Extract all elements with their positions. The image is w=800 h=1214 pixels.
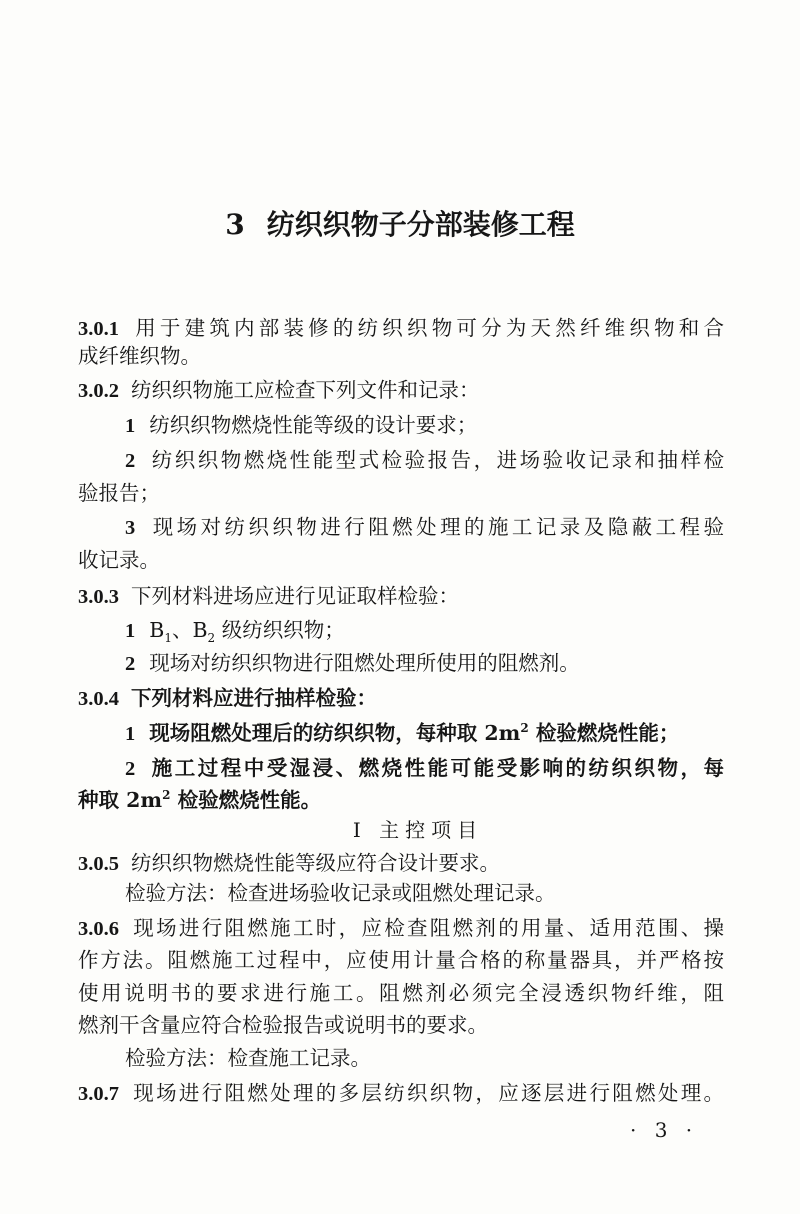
clause-number: 3.0.1 (78, 318, 119, 340)
clause-number: 3.0.3 (78, 586, 119, 608)
item-number: 2 (125, 758, 136, 780)
superscript: 2 (520, 721, 529, 736)
clause-3-0-2 (78, 378, 724, 403)
list-item (125, 756, 724, 780)
subscript: 1 (164, 631, 172, 646)
item-number: 2 (125, 653, 136, 675)
clause-3-0-4 (78, 686, 724, 711)
chapter-number: 3 (225, 208, 245, 241)
clause-text: 纺织织物施工应检查下列文件和记录： (131, 378, 480, 402)
clause-number: 3.0.5 (78, 853, 119, 875)
clause-text: 作方法。阻燃施工过程中，应使用计量合格的称量器具，并严格按 (78, 948, 724, 972)
chapter-title (0, 207, 800, 243)
item-text: 现场阻燃处理后的纺织织物，每种取 2m (149, 721, 521, 745)
list-item (125, 515, 724, 539)
list-item (125, 618, 724, 646)
item-number: 2 (125, 450, 136, 472)
clause-text: 使用说明书的要求进行施工。阻燃剂必须完全浸透织物纤维，阻 (78, 981, 724, 1005)
item-number: 1 (125, 415, 136, 437)
clause-text: 现场进行阻燃施工时，应检查阻燃剂的用量、适用范围、操 (131, 916, 724, 940)
clause-text: 下列材料进场应进行见证取样检验： (131, 584, 459, 608)
clause-3-0-3 (78, 584, 724, 609)
item-number: 3 (125, 517, 136, 539)
list-item (125, 651, 724, 676)
clause-text: 现场进行阻燃处理的多层纺织织物，应逐层进行阻燃处理。 (131, 1081, 724, 1105)
clause-text: 用于建筑内部装修的纺织织物可分为天然纤维织物和合 (131, 316, 724, 340)
clause-3-0-7 (78, 1081, 724, 1105)
subscript: 2 (207, 631, 216, 646)
clause-3-0-6 (78, 916, 724, 940)
item-number: 1 (125, 723, 136, 745)
list-item (125, 448, 724, 472)
chapter-title-text: 纺织织物子分部装修工程 (266, 208, 575, 241)
clause-number: 3.0.7 (78, 1083, 119, 1105)
superscript: 2 (162, 788, 171, 803)
clause-3-0-5 (78, 851, 724, 876)
clause-number: 3.0.4 (78, 688, 119, 710)
item-text: 纺织织物燃烧性能型式检验报告，进场验收记录和抽样检 (149, 448, 724, 472)
page-number: · 3 · (630, 1118, 699, 1142)
clause-number: 3.0.6 (78, 918, 119, 940)
item-text: 现场对纺织织物进行阻燃处理的施工记录及隐蔽工程验 (149, 515, 724, 539)
item-text: 施工过程中受湿浸、燃烧性能可能受影响的纺织织物，每 (149, 756, 724, 780)
clause-text: 成纤维织物。 (78, 344, 201, 368)
item-text: 检验燃烧性能。 (170, 788, 322, 812)
item-text: 纺织织物燃烧性能等级的设计要求； (149, 413, 478, 437)
clause-text: 燃剂干含量应符合检验报告或说明书的要求。 (78, 1013, 488, 1037)
item-text: 现场对纺织织物进行阻燃处理所使用的阻燃剂。 (149, 651, 580, 675)
grade-b: B (192, 618, 208, 642)
clause-number: 3.0.2 (78, 380, 119, 402)
section-heading: Ⅰ 主控项目 (352, 818, 484, 842)
item-text: 收记录。 (78, 548, 160, 572)
clause-3-0-1 (78, 316, 724, 340)
item-text: 种取 2m (78, 788, 163, 812)
list-item (125, 413, 724, 438)
list-item (125, 721, 724, 746)
item-number: 1 (125, 620, 136, 642)
grade-b: B (149, 618, 165, 642)
item-text: 验报告； (78, 481, 160, 505)
clause-text: 下列材料应进行抽样检验： (131, 686, 377, 710)
inspection-method: 检验方法：检查进场验收记录或阻燃处理记录。 (125, 881, 556, 905)
inspection-method: 检验方法：检查施工记录。 (125, 1046, 371, 1070)
clause-text: 纺织织物燃烧性能等级应符合设计要求。 (131, 851, 500, 875)
item-text: 检验燃烧性能； (528, 721, 680, 745)
separator: 、 (171, 618, 193, 642)
item-text (78, 788, 724, 812)
item-text: 级纺织织物； (215, 618, 345, 642)
